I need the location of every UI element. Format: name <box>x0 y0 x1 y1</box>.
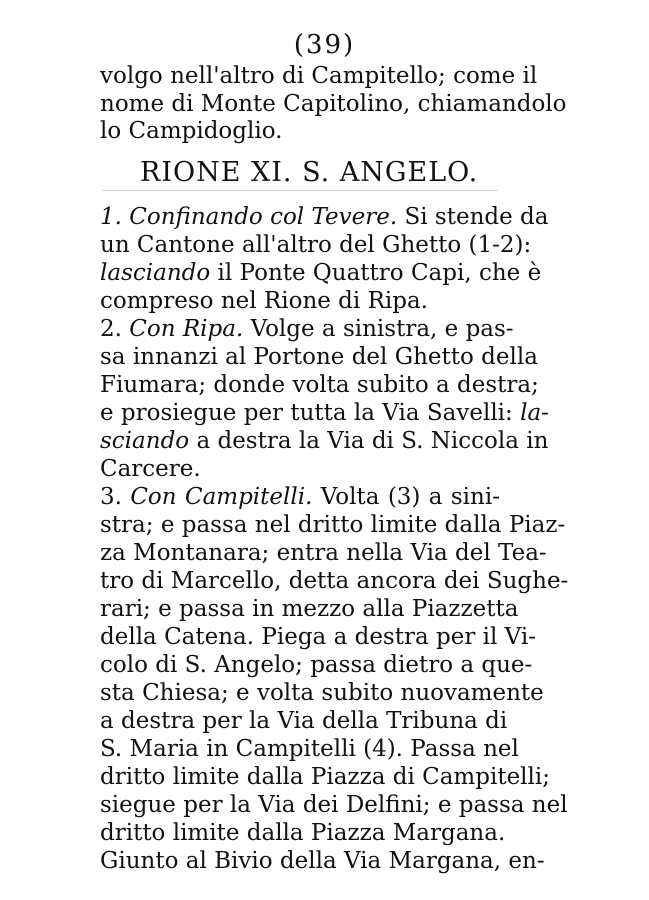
text-line <box>100 483 500 511</box>
text-span: Volge a sinistra, e pas- <box>243 316 514 342</box>
text-span: Volta (3) a sini- <box>312 484 500 510</box>
text-line: Fiumara; donde volta subito a destra; <box>100 372 539 398</box>
text-line: rari; e passa in mezzo alla Piazzetta <box>100 596 519 622</box>
text-line: lo Campidoglio. <box>100 118 283 144</box>
text-line: un Cantone all'altro del Ghetto (1-2): <box>100 232 532 258</box>
text-line: Giunto al Bivio della Via Margana, en- <box>100 848 545 874</box>
text-line: dritto limite dalla Piazza di Campitelli; <box>100 764 550 790</box>
text-line: Carcere. <box>100 456 201 482</box>
text-line: sta Chiesa; e volta subito nuovamente <box>100 680 544 706</box>
italic-phrase: Con Campitelli. <box>130 484 313 510</box>
text-line: S. Maria in Campitelli (4). Passa nel <box>100 736 519 762</box>
text-span: Si stende da <box>397 204 549 230</box>
text-span: 3. <box>100 484 131 510</box>
italic-phrase: Con Ripa. <box>129 316 244 342</box>
page-number: (39) <box>293 30 356 60</box>
text-line <box>100 315 514 343</box>
section-heading: RIONE XI. S. ANGELO. <box>140 157 479 188</box>
text-span: e prosiegue per tutta la Via Savelli: <box>100 400 521 426</box>
italic-phrase: sciando <box>100 428 190 454</box>
text-span: a destra la Via di S. Niccola in <box>189 428 549 454</box>
italic-phrase: 1. Confinando col Tevere. <box>100 204 398 230</box>
text-line: dritto limite dalla Piazza Margana. <box>100 820 506 846</box>
text-line <box>100 399 549 427</box>
italic-phrase: la- <box>520 400 549 426</box>
text-span: 2. <box>100 316 130 342</box>
text-line <box>100 427 549 455</box>
text-line: tro di Marcello, detta ancora dei Sughe- <box>100 568 569 594</box>
italic-phrase: lasciando <box>100 260 211 286</box>
text-line: della Catena. Piega a destra per il Vi- <box>100 624 536 650</box>
text-line: nome di Monte Capitolino, chiamandolo <box>100 91 567 117</box>
text-line: compreso nel Rione di Ripa. <box>100 288 428 314</box>
text-line: a destra per la Via della Tribuna di <box>100 708 508 734</box>
text-line: volgo nell'altro di Campitello; come il <box>100 63 538 89</box>
text-line <box>100 203 549 231</box>
text-line: stra; e passa nel dritto limite dalla Piaz- <box>100 512 566 538</box>
text-line: sa innanzi al Portone del Ghetto della <box>100 344 538 370</box>
text-line: za Montanara; entra nella Via del Tea- <box>100 540 547 566</box>
divider <box>102 190 498 191</box>
text-span: il Ponte Quattro Capi, che è <box>210 260 542 286</box>
text-line: colo di S. Angelo; passa dietro a que- <box>100 652 533 678</box>
text-line: siegue per la Via dei Delfini; e passa nel <box>100 792 568 818</box>
text-line <box>100 259 542 287</box>
